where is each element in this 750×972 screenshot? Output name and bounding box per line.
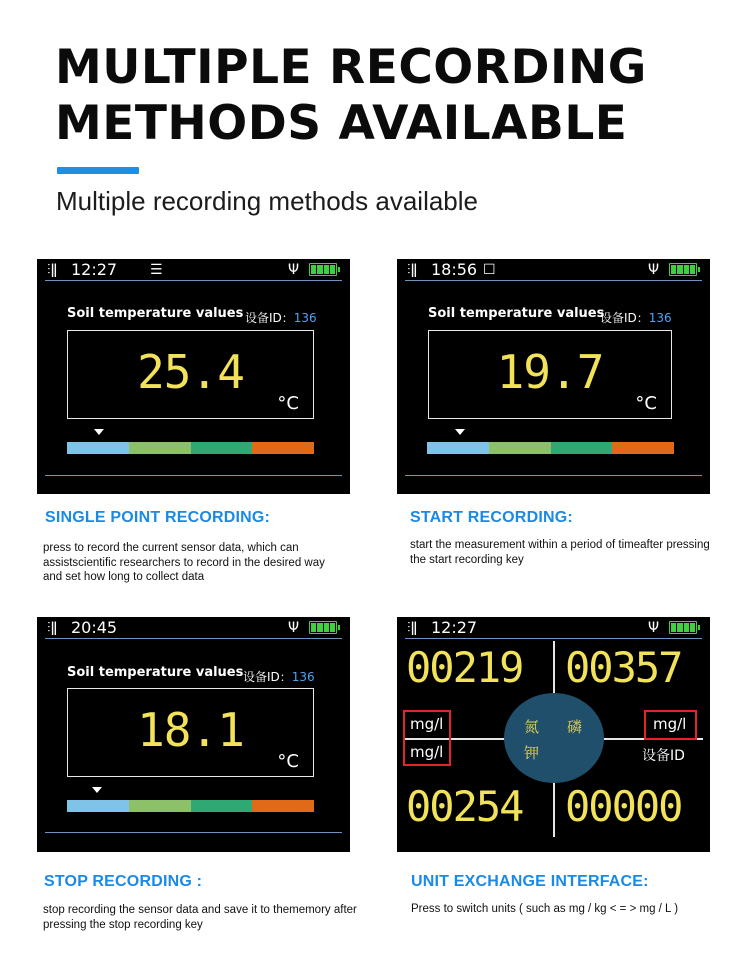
status-bar bbox=[397, 259, 710, 281]
scale-pointer bbox=[94, 429, 104, 435]
scale-segment bbox=[612, 442, 674, 454]
device-id-label: 设备ID bbox=[642, 748, 685, 764]
scale-pointer bbox=[455, 429, 465, 435]
device-screen-stop-recording bbox=[37, 617, 350, 852]
measured-value: 25.4 bbox=[137, 345, 244, 399]
usb-icon: Ψ bbox=[648, 620, 660, 636]
nutrient-circle bbox=[504, 693, 604, 783]
device-id-value: 136 bbox=[648, 311, 672, 325]
settings-sliders-icon: ⫶ǁ bbox=[407, 620, 418, 636]
battery-icon bbox=[309, 621, 337, 634]
phosphorus-value: 00357 bbox=[565, 643, 682, 692]
usb-icon: Ψ bbox=[288, 262, 300, 278]
settings-sliders-icon: ⫶ǁ bbox=[47, 262, 58, 278]
measure-label: Soil temperature values bbox=[428, 306, 605, 321]
status-separator bbox=[405, 280, 702, 281]
device-id-label: 设备ID： bbox=[243, 670, 292, 684]
caption-title-unit-exchange: UNIT EXCHANGE INTERFACE: bbox=[411, 873, 649, 890]
bottom-divider bbox=[45, 475, 342, 476]
bottom-divider bbox=[45, 832, 342, 833]
battery-icon bbox=[309, 263, 337, 276]
color-scale-bar bbox=[67, 800, 314, 812]
nitrogen-label: 氮 bbox=[524, 718, 540, 736]
phosphorus-label: 磷 bbox=[567, 718, 583, 736]
edit-icon: ☐ bbox=[483, 262, 496, 278]
settings-sliders-icon: ⫶ǁ bbox=[47, 620, 58, 636]
status-bar bbox=[397, 617, 710, 639]
page-title-line-1: MULTIPLE RECORDING bbox=[55, 40, 647, 95]
device-id-value: 136 bbox=[293, 311, 317, 325]
page-subtitle: Multiple recording methods available bbox=[56, 186, 479, 216]
potassium-label: 钾 bbox=[524, 744, 540, 762]
bottom-divider bbox=[405, 475, 702, 476]
color-scale-bar bbox=[67, 442, 314, 454]
value-unit: °C bbox=[277, 393, 299, 414]
device-id-label: 设备ID： bbox=[245, 311, 294, 325]
measured-value: 19.7 bbox=[496, 345, 604, 399]
status-bar bbox=[37, 259, 350, 281]
device-id bbox=[243, 668, 315, 685]
scale-segment bbox=[551, 442, 613, 454]
battery-icon bbox=[669, 621, 697, 634]
value-box bbox=[67, 330, 314, 419]
device-screen-start-recording bbox=[397, 259, 710, 494]
scale-segment bbox=[191, 442, 253, 454]
value-unit: °C bbox=[635, 393, 657, 414]
device-screen-single-point bbox=[37, 259, 350, 494]
clock-time: 20:45 bbox=[71, 618, 118, 637]
device-id-value: 00000 bbox=[565, 782, 682, 831]
device-screen-unit-exchange bbox=[397, 617, 710, 852]
device-id bbox=[245, 309, 317, 326]
unit-label-potassium[interactable]: mg/l bbox=[410, 743, 444, 761]
scale-segment bbox=[252, 800, 314, 812]
usb-icon: Ψ bbox=[288, 620, 300, 636]
scale-segment bbox=[252, 442, 314, 454]
page-title bbox=[55, 40, 735, 152]
device-id bbox=[600, 309, 672, 326]
value-unit: °C bbox=[277, 751, 299, 772]
caption-title-stop-recording: STOP RECORDING : bbox=[44, 873, 203, 890]
unit-label-nitrogen[interactable]: mg/l bbox=[410, 715, 444, 733]
scale-segment bbox=[67, 442, 129, 454]
scale-segment bbox=[427, 442, 489, 454]
usb-icon: Ψ bbox=[648, 262, 660, 278]
status-separator bbox=[45, 280, 342, 281]
status-bar bbox=[37, 617, 350, 639]
list-icon: ☰ bbox=[150, 262, 163, 278]
unit-label-phosphorus[interactable]: mg/l bbox=[653, 715, 687, 733]
scale-segment bbox=[129, 442, 191, 454]
potassium-value: 00254 bbox=[406, 782, 523, 831]
settings-sliders-icon: ⫶ǁ bbox=[407, 262, 418, 278]
nitrogen-value: 00219 bbox=[406, 643, 523, 692]
caption-text-single-point: press to record the current sensor data, which can assistscientific researchers to record in the desired way and set how long to collect data bbox=[43, 542, 325, 583]
device-id-value: 136 bbox=[291, 670, 315, 684]
battery-icon bbox=[669, 263, 697, 276]
page-title-line-2: METHODS AVAILABLE bbox=[55, 96, 628, 151]
clock-time: 18:56 bbox=[431, 260, 478, 279]
device-id-label: 设备ID： bbox=[600, 311, 649, 325]
color-scale-bar bbox=[427, 442, 674, 454]
status-separator bbox=[45, 638, 342, 639]
caption-title-single-point: SINGLE POINT RECORDING: bbox=[45, 509, 271, 526]
caption-text-stop-recording: stop recording the sensor data and save it to thememory after pressing the stop recording key bbox=[43, 904, 357, 931]
scale-segment bbox=[489, 442, 551, 454]
scale-segment bbox=[67, 800, 129, 812]
measure-label: Soil temperature values bbox=[67, 665, 244, 680]
scale-segment bbox=[129, 800, 191, 812]
accent-bar bbox=[57, 167, 139, 174]
clock-time: 12:27 bbox=[431, 618, 478, 637]
caption-title-start-recording: START RECORDING: bbox=[410, 509, 573, 526]
measure-label: Soil temperature values bbox=[67, 306, 244, 321]
scale-pointer bbox=[92, 787, 102, 793]
measured-value: 18.1 bbox=[137, 703, 244, 757]
caption-text-unit-exchange: Press to switch units ( such as mg / kg < = > mg / L ) bbox=[411, 903, 679, 915]
value-box bbox=[67, 688, 314, 777]
clock-time: 12:27 bbox=[71, 260, 118, 279]
caption-text-start-recording: start the measurement within a period of timeafter pressing the start recording key bbox=[410, 539, 710, 566]
status-separator bbox=[405, 638, 702, 639]
value-box bbox=[428, 330, 672, 419]
scale-segment bbox=[191, 800, 253, 812]
